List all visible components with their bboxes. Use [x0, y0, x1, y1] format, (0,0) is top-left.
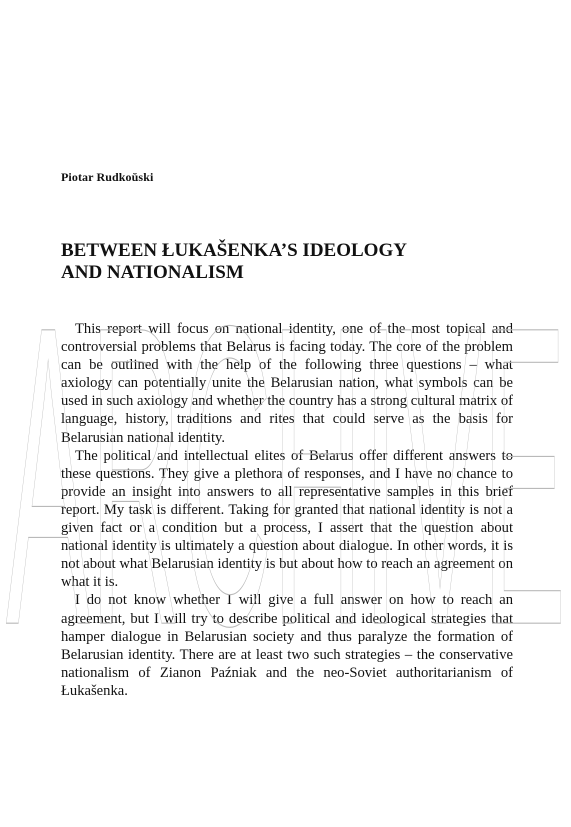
paragraph-2: The political and intellectual elites of Belarus offer different answers to these questions. They give a plethora of responses, and I have no chance to provide an insight into answers to all representative samples in this brief report. My task is different. Taking for granted that national identity is not a given fact or a condition but a process, I assert that the question about national identity is ultimately a question about dialogue. In other words, it is not about what Belarusian identity is but about how to reach an agreement on what it is.: [61, 447, 513, 591]
paragraph-3: I do not know whether I will give a full answer on how to reach an agreement, but I will try to describe political and ideological strategies that hamper dialogue in Belarusian society and thus paralyze the formation of Belarusian identity. There are at least two such strategies – the conservative nationalism of Zianon Paźniak and the neo-Soviet authoritarianism of Łukašenka.: [61, 592, 513, 699]
title-line-1: BETWEEN ŁUKAŠENKA’S IDEOLOGY: [61, 240, 407, 261]
author-name: Piotar Rudkoŭski: [61, 170, 154, 184]
article-title: [61, 240, 501, 284]
title-line-2: AND NATIONALISM: [61, 262, 244, 283]
article-body: [61, 320, 513, 700]
watermark-text: ARCHIVE: [6, 237, 567, 714]
paragraph-1: This report will focus on national identity, one of the most topical and controversial problems that Belarus is facing today. The core of the problem can be outlined with the help of the following three questions – what axiology can potentially unite the Belarusian nation, what symbols can be used in such axiology and whether the country has a strong cultural matrix of language, history, traditions and rites that could serve as the basis for Belarusian national identity.: [61, 321, 513, 446]
